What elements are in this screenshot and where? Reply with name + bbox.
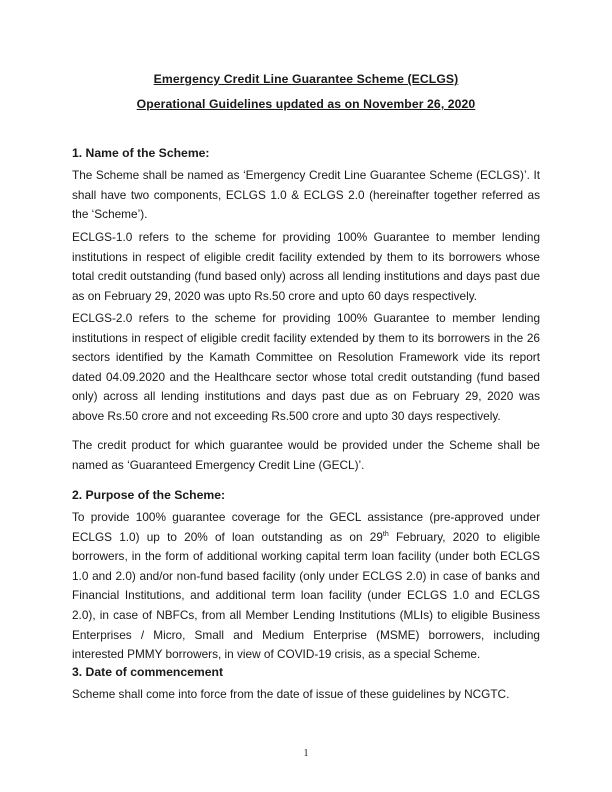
section-1-paragraph-1: The Scheme shall be named as ‘Emergency Credit Line Guarantee Scheme (ECLGS)’. It shall have two components, ECLGS 1.0 & ECLGS 2.0 (hereinafter together referred as the ‘Scheme’). <box>72 168 540 222</box>
section-3-heading: 3. Date of commencement <box>72 665 224 679</box>
section-1-paragraph-4: The credit product for which guarantee would be provided under the Scheme shall be named as ‘Guaranteed Emergency Credit Line (GECL)’. <box>72 438 540 472</box>
section-2-text-pre: To provide 100% guarantee coverage for the GECL assistance (pre-approved under ECLGS 1.0) up to 20% of loan outstanding as on 29 <box>72 510 540 544</box>
section-2-heading: 2. Purpose of the Scheme: <box>72 488 226 502</box>
section-3-paragraph: Scheme shall come into force from the date of issue of these guidelines by NCGTC. <box>72 687 510 701</box>
document-title: Emergency Credit Line Guarantee Scheme (ECLGS) <box>153 72 459 86</box>
section-1-paragraph-2: ECLGS-1.0 refers to the scheme for providing 100% Guarantee to member lending institutions in respect of eligible credit facility extended by them to its borrowers whose total credit outstanding (fund based only) across all lending institutions and days past due as on February 29, 2020 was upto Rs.50 crore and upto 60 days respectively. <box>72 230 540 303</box>
section-2-text-sup: th <box>382 530 389 538</box>
document-subtitle: Operational Guidelines updated as on November 26, 2020 <box>136 97 476 111</box>
page-number: 1 <box>303 748 309 759</box>
section-1-heading: 1. Name of the Scheme: <box>72 146 210 160</box>
section-2-text-post: February, 2020 to eligible borrowers, in the form of additional working capital term loan facility (under both ECLGS 1.0 and 2.0) and/or non-fund based facility (only under ECLGS 2.0) in case of banks and Financial Institutions, and additional term loan facility (under ECLGS 1.0 and ECLGS 2.0), in case of NBFCs, from all Member Lending Institutions (MLIs) to eligible Business Enterprises / Micro, Small and Medium Enterprise (MSME) borrowers, including interested PMMY borrowers, in view of COVID-19 crisis, as a special Scheme. <box>72 529 541 662</box>
section-1-paragraph-3: ECLGS-2.0 refers to the scheme for providing 100% Guarantee to member lending institutions in respect of eligible credit facility extended by them to its borrowers in the 26 sectors identified by the Kamath Committee on Resolution Framework vide its report dated 04.09.2020 and the Healthcare sector whose total credit outstanding (fund based only) across all lending institutions and days past due as on February 29, 2020 was above Rs.50 crore and not exceeding Rs.500 crore and upto 30 days respectively. <box>72 311 540 423</box>
section-2-paragraph <box>72 508 540 665</box>
